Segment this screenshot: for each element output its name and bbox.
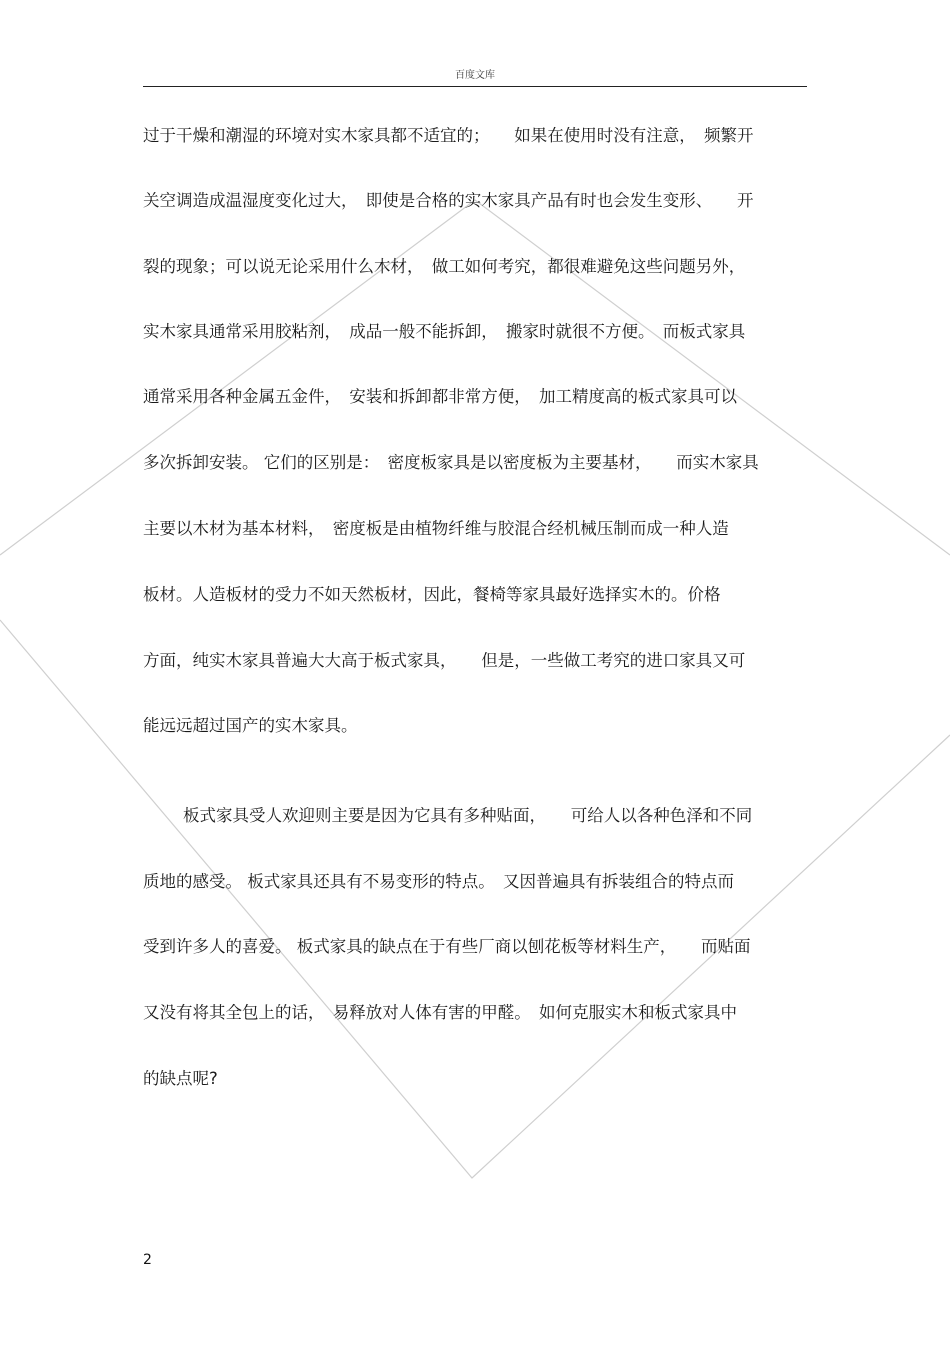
- text-line: 的缺点呢?: [143, 1069, 218, 1088]
- text-line: 方面，纯实木家具普遍大大高于板式家具， 但是，一些做工考究的进口家具又可: [143, 651, 746, 670]
- text-line: 质地的感受。 板式家具还具有不易变形的特点。 又因普遍具有拆装组合的特点而: [143, 872, 734, 891]
- text-line: 通常采用各种金属五金件， 安装和拆卸都非常方便， 加工精度高的板式家具可以: [143, 387, 737, 406]
- text-line: 过于干燥和潮湿的环境对实木家具都不适宜的； 如果在使用时没有注意， 频繁开: [143, 126, 754, 145]
- text-line: 主要以木材为基本材料， 密度板是由植物纤维与胶混合经机械压制而成一种人造: [143, 519, 729, 538]
- text-line: 多次拆卸安装。 它们的区别是： 密度板家具是以密度板为主要基材， 而实木家具: [143, 453, 759, 472]
- text-line: 关空调造成温湿度变化过大， 即使是合格的实木家具产品有时也会发生变形、 开: [143, 191, 754, 210]
- text-line: 能远远超过国产的实木家具。: [143, 716, 358, 735]
- text-line: 裂的现象；可以说无论采用什么木材， 做工如何考究，都很难避免这些问题另外，: [143, 257, 746, 276]
- page-header-title: 百度文库: [455, 70, 495, 81]
- text-line: 受到许多人的喜爱。 板式家具的缺点在于有些厂商以刨花板等材料生产， 而贴面: [143, 937, 751, 956]
- text-line: 又没有将其全包上的话， 易释放对人体有害的甲醛。 如何克服实木和板式家具中: [143, 1003, 737, 1022]
- header-divider: [143, 86, 807, 87]
- text-line: 实木家具通常采用胶粘剂， 成品一般不能拆卸， 搬家时就很不方便。 而板式家具: [143, 322, 746, 341]
- text-line: 板材。人造板材的受力不如天然板材，因此，餐椅等家具最好选择实木的。价格: [143, 585, 721, 604]
- page-number: 2: [143, 1252, 152, 1268]
- text-line: 板式家具受人欢迎则主要是因为它具有多种贴面， 可给人以各种色泽和不同: [183, 806, 753, 825]
